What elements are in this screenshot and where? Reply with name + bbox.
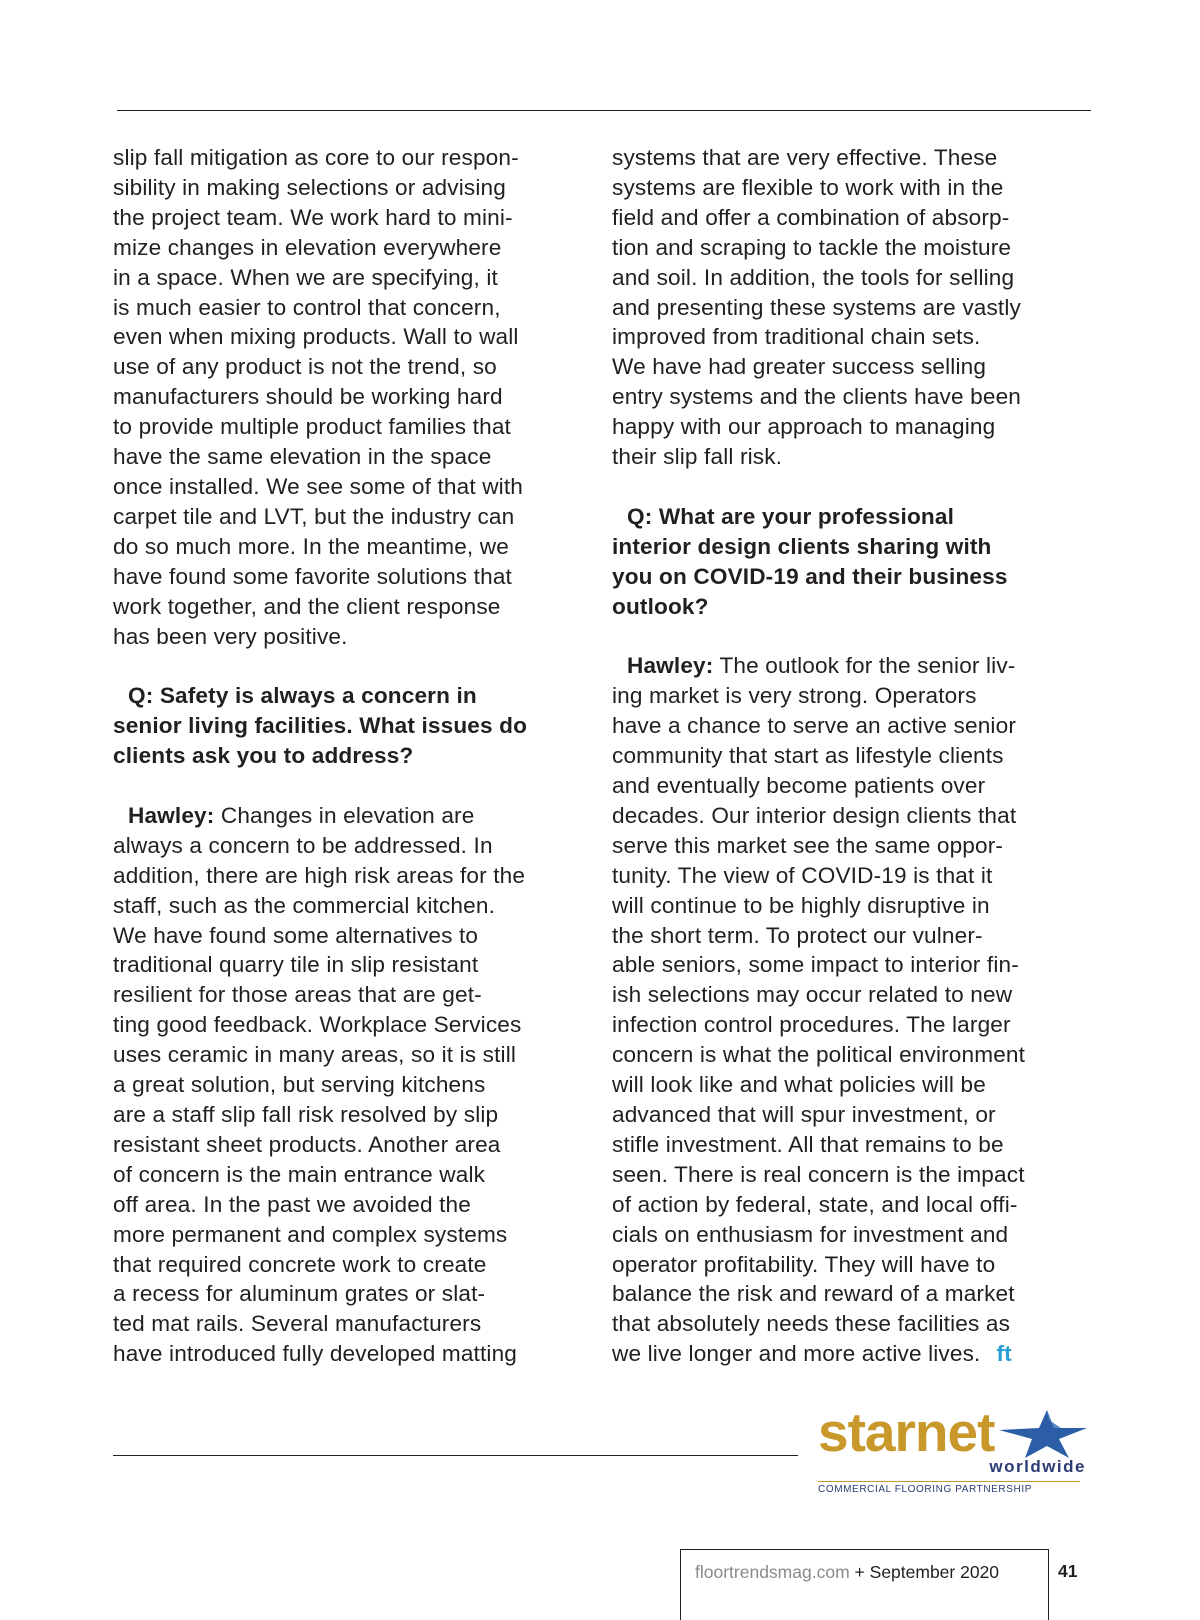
text-line: serve this market see the same oppor- (612, 832, 1004, 858)
speaker-name: Hawley: (128, 802, 215, 828)
text-line: of concern is the main entrance walk (113, 1161, 486, 1187)
text-line: infection control procedures. The larger (612, 1012, 1011, 1038)
left-column (113, 143, 603, 1369)
text-line: ing market is very strong. Operators (612, 683, 977, 709)
text-line: that required concrete work to create (113, 1251, 487, 1277)
text-line: Q: Safety is always a concern in (128, 683, 477, 709)
text-line: will look like and what policies will be (612, 1072, 986, 1098)
text-line: slip fall mitigation as core to our respon- (113, 145, 519, 170)
star-icon (999, 1408, 1089, 1460)
footer-issue: September 2020 (869, 1562, 1000, 1582)
text-line: systems that are very effective. These (612, 145, 998, 170)
text-line: will continue to be highly disruptive in (612, 892, 990, 918)
question-heading (113, 681, 603, 771)
text-line: We have found some alternatives to (113, 922, 479, 948)
text-line: ish selections may occur related to new (612, 982, 1013, 1008)
text-line: traditional quarry tile in slip resistant (113, 952, 479, 978)
text-line: balance the risk and reward of a market (612, 1281, 1015, 1307)
text-line: have a chance to serve an active senior (612, 713, 1016, 739)
text-line: operator profitability. They will have to (612, 1251, 996, 1277)
text-line: systems are flexible to work with in the (612, 174, 1004, 200)
text-line: a great solution, but serving kitchens (113, 1072, 486, 1098)
text-line: have found some favorite solutions that (113, 563, 512, 589)
text-line: of action by federal, state, and local offi- (612, 1191, 1018, 1217)
text-line: have the same elevation in the space (113, 444, 492, 470)
text-line: a recess for aluminum grates or slat- (113, 1281, 486, 1307)
text-line: able seniors, some impact to interior fin- (612, 952, 1019, 978)
text-line: you on COVID-19 and their business (612, 563, 1008, 589)
text-line: off area. In the past we avoided the (113, 1191, 471, 1217)
text-line: resistant sheet products. Another area (113, 1131, 501, 1157)
logo-tagline: COMMERCIAL FLOORING PARTNERSHIP (818, 1484, 1032, 1495)
text-line: once installed. We see some of that with (113, 473, 523, 499)
text-line: sibility in making selections or advising (113, 174, 506, 200)
text-line: always a concern to be addressed. In (113, 832, 493, 858)
text-line: improved from traditional chain sets. (612, 324, 981, 350)
text-line: ting good feedback. Workplace Services (113, 1012, 522, 1038)
text-line: are a staff slip fall risk resolved by slip (113, 1101, 499, 1127)
text-line: their slip fall risk. (612, 444, 783, 470)
footer-separator: + (854, 1562, 865, 1582)
top-rule (117, 110, 1091, 111)
text-line: happy with our approach to managing (612, 414, 996, 440)
footer-box (680, 1549, 1049, 1620)
text-line: carpet tile and LVT, but the industry can (113, 503, 515, 529)
text-line: and presenting these systems are vastly (612, 294, 1021, 320)
text-line: to provide multiple product families that (113, 414, 511, 440)
text-line: Q: What are your professional (627, 503, 954, 529)
answer-first-line: Hawley: Changes in elevation are (128, 802, 475, 828)
footer-text (695, 1562, 999, 1583)
logo-subtitle: worldwide (989, 1457, 1086, 1476)
paragraph (612, 143, 1102, 472)
right-column (612, 143, 1102, 1369)
text-line: mize changes in elevation everywhere (113, 234, 502, 260)
text-line: community that start as lifestyle clients (612, 743, 1004, 769)
answer-first-line: Hawley: The outlook for the senior liv- (627, 653, 1016, 679)
text-line: We have had greater success selling (612, 354, 987, 380)
page-number: 41 (1058, 1561, 1078, 1581)
bottom-rule (113, 1455, 798, 1456)
text-line: interior design clients sharing with (612, 533, 992, 559)
footer-site: floortrendsmag.com (695, 1562, 850, 1582)
text-line: senior living facilities. What issues do (113, 713, 528, 739)
text-line: and soil. In addition, the tools for selling (612, 264, 1015, 290)
text-line: stifle investment. All that remains to be (612, 1131, 1004, 1157)
paragraph (113, 143, 603, 651)
text-line: even when mixing products. Wall to wall (113, 324, 519, 350)
text-line: advanced that will spur investment, or (612, 1101, 996, 1127)
text-line: entry systems and the clients have been (612, 384, 1021, 410)
starnet-logo (812, 1401, 1102, 1498)
text-line: resilient for those areas that are get- (113, 982, 482, 1008)
text-line: use of any product is not the trend, so (113, 354, 497, 380)
text-line: more permanent and complex systems (113, 1221, 508, 1247)
text-line: the short term. To protect our vulner- (612, 922, 983, 948)
text-line: field and offer a combination of absorp- (612, 204, 1010, 230)
logo-divider (818, 1481, 1080, 1482)
text-line: ted mat rails. Several manufacturers (113, 1311, 482, 1337)
text-line: and eventually become patients over (612, 773, 986, 798)
answer-paragraph (612, 681, 1102, 1339)
text-line: addition, there are high risk areas for the (113, 862, 526, 888)
text-line: in a space. When we are specifying, it (113, 264, 498, 290)
text-line: is much easier to control that concern, (113, 294, 501, 320)
text-line: has been very positive. (113, 623, 348, 649)
text-line: tion and scraping to tackle the moisture (612, 234, 1012, 260)
text-line: the project team. We work hard to mini- (113, 204, 513, 230)
text-line: cials on enthusiasm for investment and (612, 1221, 1009, 1247)
text-line: manufacturers should be working hard (113, 384, 503, 410)
text-line: outlook? (612, 593, 709, 619)
logo-wordmark: starnet (818, 1401, 995, 1463)
speaker-name: Hawley: (627, 653, 714, 679)
text-line: that absolutely needs these facilities as (612, 1311, 1011, 1337)
text-line: uses ceramic in many areas, so it is still (113, 1042, 517, 1068)
question-heading (612, 502, 1102, 622)
text-line: staff, such as the commercial kitchen. (113, 892, 496, 918)
end-mark: ft (996, 1341, 1012, 1367)
answer-paragraph (113, 831, 603, 1369)
text-line: work together, and the client response (113, 593, 501, 619)
text-line: tunity. The view of COVID-19 is that it (612, 862, 993, 888)
text-line: clients ask you to address? (113, 743, 414, 769)
answer-last-line: we live longer and more active lives. ft (612, 1341, 1012, 1367)
text-line: have introduced fully developed matting (113, 1341, 518, 1367)
text-line: seen. There is real concern is the impact (612, 1161, 1025, 1187)
text-line: decades. Our interior design clients that (612, 802, 1017, 828)
text-line: do so much more. In the meantime, we (113, 533, 509, 559)
text-line: concern is what the political environment (612, 1042, 1026, 1068)
